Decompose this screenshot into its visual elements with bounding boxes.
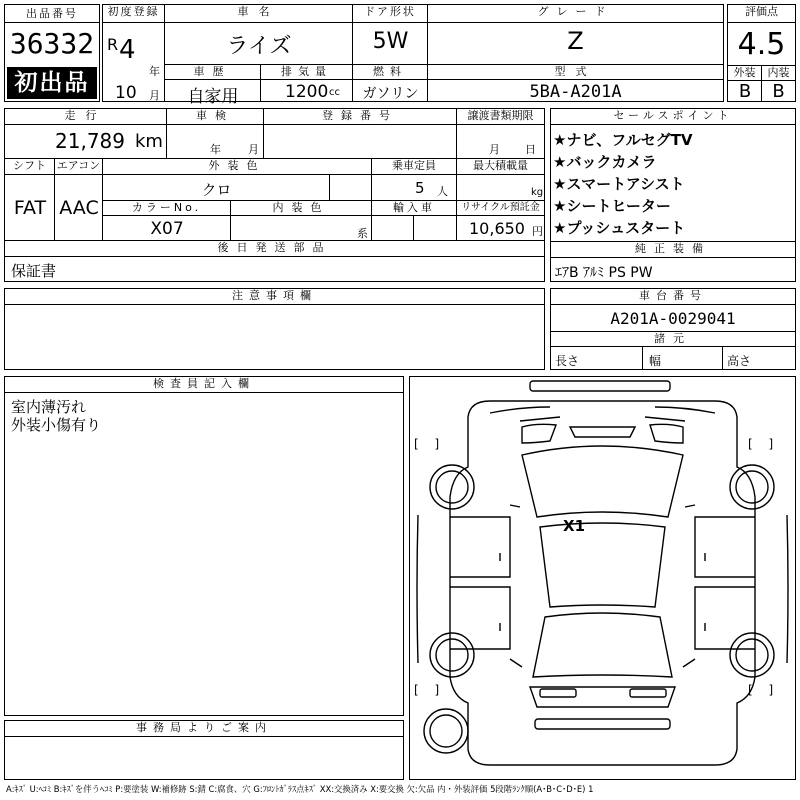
capacity-label: 乗車定員 (372, 159, 457, 175)
reg-no-value (264, 125, 457, 159)
shift: FAT (13, 197, 47, 219)
vehicle-history: 自家用 (187, 87, 239, 107)
car-diagram (410, 377, 795, 779)
capacity-unit: 人 (437, 185, 448, 198)
sales-point-4: ★シートヒーター (553, 197, 671, 215)
sales-point-2: ★バックカメラ (553, 153, 657, 171)
chassis-number: A201A-0029041 (610, 309, 736, 328)
interior-label: 内装 (762, 65, 795, 81)
reg-year: 4 (119, 35, 136, 65)
lot-number-label: 出品番号 (5, 5, 99, 23)
ac-label: エアコン (55, 159, 103, 175)
car-diagram-box (409, 376, 796, 780)
int-color-unit: 系 (357, 227, 368, 240)
lot-number: 36332 (9, 27, 95, 60)
sales-point-1: ★ナビ、フルセグTV (553, 131, 693, 149)
mileage-label: 走行 (5, 109, 167, 125)
max-load-label: 最大積載量 (457, 159, 544, 175)
first-listing-badge: 初出品 (7, 67, 97, 99)
dims-label: 諸元 (551, 331, 795, 347)
exterior-grade: B (738, 81, 752, 102)
notes-label: 注意事項欄 (5, 289, 544, 305)
bracket-right-top: [ ] (748, 437, 780, 451)
vehicle-header-box (102, 4, 724, 107)
score-label: 評価点 (728, 5, 795, 23)
door-type: 5W (372, 29, 409, 54)
car-name: ライズ (226, 34, 292, 59)
model-label: 型式 (428, 65, 723, 80)
door-label: ドア形状 (353, 5, 428, 23)
history-label: 車歴 (165, 65, 261, 80)
score-box (727, 4, 796, 102)
bracket-left-bottom: [ ] (414, 683, 446, 697)
details-box (4, 108, 545, 282)
int-color-label: 内装色 (231, 201, 372, 216)
inspection-year-unit: 年 (210, 143, 221, 156)
inspection-label: 車検 (167, 109, 264, 125)
inspector-line-1: 室内薄汚れ (11, 398, 87, 416)
mileage-unit: km (135, 131, 163, 152)
air-conditioner: AAC (59, 197, 99, 219)
equipment: ｴｱB ｱﾙﾐ PS PW (555, 265, 653, 281)
capacity: 5 (415, 179, 425, 197)
recycle-unit: 円 (532, 225, 543, 238)
displacement-unit: cc (329, 87, 340, 98)
damage-mark: X1 (563, 517, 586, 535)
sales-point-3: ★スマートアシスト (553, 175, 685, 193)
interior-grade: B (772, 81, 785, 102)
bracket-left-top: [ ] (414, 437, 446, 451)
equipment-label: 純正装備 (551, 241, 795, 258)
first-reg-label: 初度登録 (103, 5, 165, 23)
height-label: 高さ (727, 354, 752, 368)
inspection-month-unit: 月 (248, 143, 259, 156)
inspector-label: 検査員記入欄 (5, 377, 403, 393)
score: 4.5 (737, 27, 786, 62)
color-no-label: カラーNo. (103, 201, 231, 216)
displacement-label: 排気量 (261, 65, 353, 80)
displacement: 1200 (285, 82, 329, 102)
exterior-label: 外装 (728, 65, 762, 81)
transfer-month-unit: 月 (489, 143, 500, 156)
bracket-right-bottom: [ ] (748, 683, 780, 697)
max-load-unit: kg (531, 187, 544, 198)
exterior-color: クロ (201, 181, 232, 199)
grade: Z (567, 27, 584, 55)
color-number: X07 (150, 219, 184, 239)
office-label: 事務局よりご案内 (5, 721, 403, 737)
inspector-box (4, 376, 404, 716)
import-label: 輸入車 (372, 201, 457, 216)
reg-month: 10 (115, 83, 137, 103)
inspector-line-2: 外装小傷有り (11, 416, 102, 434)
year-unit: 年 (149, 65, 160, 78)
era: R (107, 35, 119, 54)
sales-points-label: セールスポイント (551, 109, 795, 125)
later-parts-label: 後日発送部品 (5, 241, 544, 257)
mileage: 21,789 (55, 129, 125, 153)
ext-color-label: 外装色 (103, 159, 372, 175)
recycle-fee: 10,650 (469, 219, 525, 238)
notes-box (4, 288, 545, 370)
lot-number-box (4, 4, 100, 102)
model-code: 5BA-A201A (529, 82, 622, 102)
later-parts: 保証書 (11, 262, 57, 280)
grade-label: グレード (428, 5, 723, 23)
car-name-label: 車名 (165, 5, 353, 23)
legend: A:ｷｽﾞ U:ﾍｺﾐ B:ｷｽﾞを伴うﾍｺﾐ P:要塗装 W:補修跡 S:錆 C:腐食、穴 G:ﾌﾛﾝﾄｶﾞﾗｽ点ｷｽﾞ XX:交換済み X:要交換 欠:欠品 内・外装評価 5段階ﾗﾝｸ順(A･B･C･D･E) 1 (6, 784, 594, 794)
shift-label: シフト (5, 159, 55, 175)
transfer-day-unit: 日 (525, 143, 536, 156)
width-label: 幅 (649, 354, 662, 368)
fuel-label: 燃料 (353, 65, 428, 80)
sales-point-5: ★プッシュスタート (553, 219, 686, 237)
office-box (4, 720, 404, 780)
transfer-label: 譲渡書類期限 (457, 109, 544, 125)
month-unit: 月 (149, 89, 160, 102)
recycle-label: リサイクル預託金 (457, 201, 544, 216)
fuel: ガソリン (362, 86, 419, 102)
length-label: 長さ (555, 354, 580, 368)
chassis-box (550, 288, 796, 370)
reg-no-label: 登録番号 (264, 109, 457, 125)
sales-points-box (550, 108, 796, 282)
chassis-label: 車台番号 (551, 289, 795, 305)
